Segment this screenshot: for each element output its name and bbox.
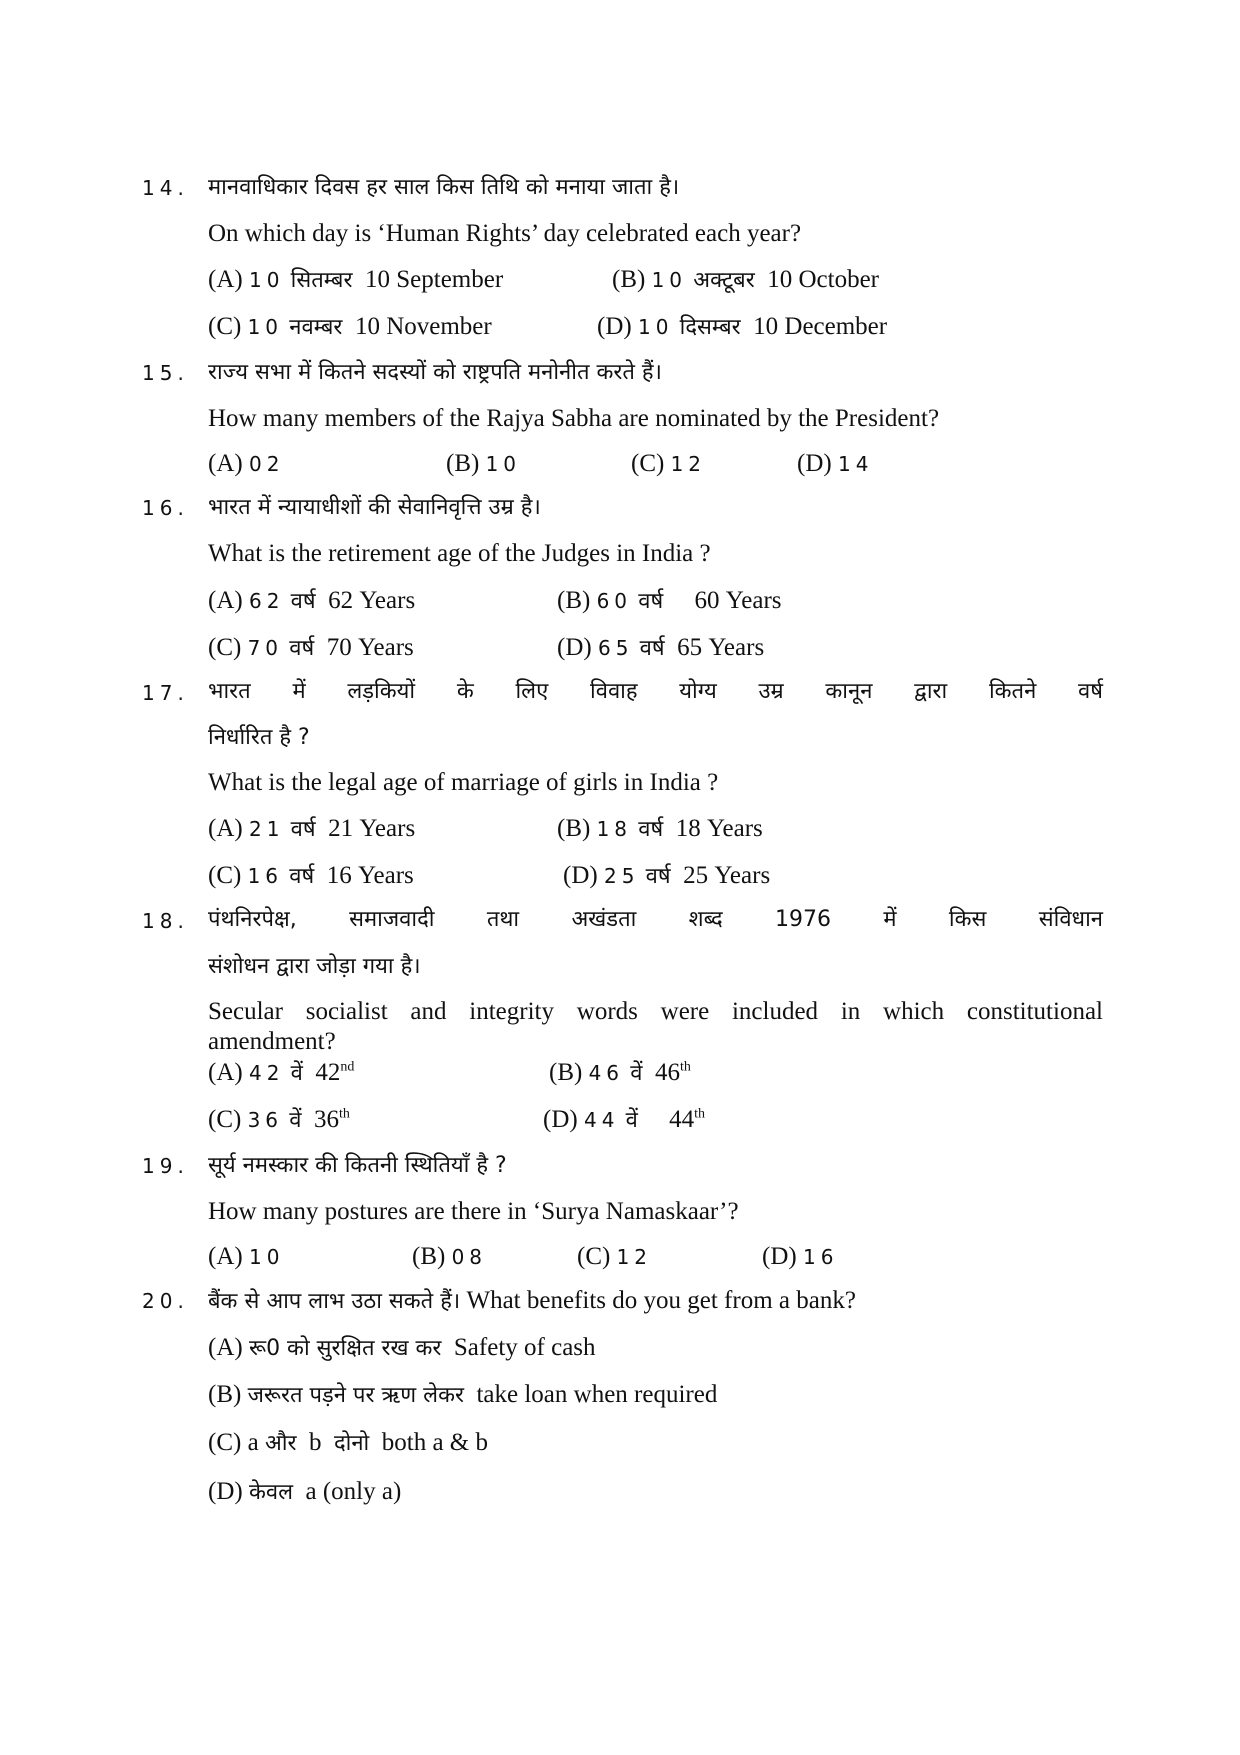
option-c: (C) 12 (631, 450, 707, 477)
option-c: (C) 12 (577, 1243, 653, 1270)
option-d: (D) केवल a (only a) (208, 1478, 402, 1505)
option-b: (B) जरूरत पड़ने पर ऋण लेकर take loan when required (208, 1381, 718, 1408)
question-number: 16. (142, 496, 189, 520)
option-d: (D) 25 वर्ष 25 Years (563, 862, 771, 889)
option-a: (A) 02 (208, 450, 285, 477)
option-c: (C) 10 नवम्बर 10 November (208, 313, 492, 340)
question-number: 17. (142, 681, 189, 705)
option-a: (A) रू0 को सुरक्षित रख कर Safety of cash (208, 1334, 596, 1361)
question-text-english: How many postures are there in ‘Surya Namaskaar’? (208, 1198, 739, 1225)
question-text-hindi: सूर्य नमस्कार की कितनी स्थितियाँ है ? (208, 1153, 507, 1178)
option-c: (C) 16 वर्ष 16 Years (208, 862, 414, 889)
option-a: (A) 10 (208, 1243, 285, 1270)
question-text-hindi: बैंक से आप लाभ उठा सकते हैं। (208, 1289, 461, 1314)
option-b: (B) 18 वर्ष 18 Years (557, 815, 763, 842)
question-number: 14. (142, 176, 189, 200)
option-a: (A) 21 वर्ष 21 Years (208, 815, 416, 842)
option-b: (B) 10 अक्टूबर 10 October (612, 266, 880, 293)
question-number: 18. (142, 909, 189, 933)
option-c: (C) a और b दोनो both a & b (208, 1429, 488, 1456)
question-number: 20. (142, 1289, 189, 1313)
question-text-hindi: पंथनिरपेक्ष, समाजवादी तथा अखंडता शब्द 1976 में किस संविधान (208, 907, 1103, 932)
question-text-hindi-continued: संशोधन द्वारा जोड़ा गया है। (208, 954, 421, 979)
option-c: (C) 36 वें 36th (208, 1106, 350, 1133)
question-text-english: On which day is ‘Human Rights’ day celebrated each year? (208, 220, 802, 247)
option-a: (A) 62 वर्ष 62 Years (208, 587, 416, 614)
question-number: 15. (142, 361, 189, 385)
question-text-english: What is the retirement age of the Judges in India ? (208, 540, 711, 567)
question-number: 19. (142, 1154, 189, 1178)
option-a: (A) 42 वें 42nd (208, 1059, 355, 1086)
option-d: (D) 44 वें 44th (543, 1106, 706, 1133)
question-text-english: Secular socialist and integrity words were included in which constitutional (208, 998, 1103, 1025)
question-text (208, 1285, 856, 1318)
option-d: (D) 65 वर्ष 65 Years (557, 634, 765, 661)
question-text-english: What is the legal age of marriage of girls in India ? (208, 769, 719, 796)
question-text-english: What benefits do you get from a bank? (466, 1287, 856, 1314)
option-b: (B) 46 वें 46th (549, 1059, 691, 1086)
option-c: (C) 70 वर्ष 70 Years (208, 634, 414, 661)
question-text-hindi: भारत में न्यायाधीशों की सेवानिवृत्ति उम्र है। (208, 495, 541, 520)
option-b: (B) 60 वर्ष 60 Years (557, 587, 782, 614)
question-text-hindi-continued: निर्धारित है ? (208, 725, 310, 750)
option-b: (B) 10 (446, 450, 522, 477)
option-d: (D) 16 (762, 1243, 839, 1270)
option-a: (A) 10 सितम्बर 10 September (208, 266, 504, 293)
question-text-hindi: राज्य सभा में कितने सदस्यों को राष्ट्रपति मनोनीत करते हैं। (208, 360, 662, 385)
question-text-hindi: मानवाधिकार दिवस हर साल किस तिथि को मनाया जाता है। (208, 175, 680, 200)
question-text-english-continued: amendment? (208, 1028, 336, 1055)
option-d: (D) 14 (797, 450, 874, 477)
question-text-hindi: भारत में लड़कियों के लिए विवाह योग्य उम्र कानून द्वारा कितने वर्ष (208, 679, 1103, 704)
option-b: (B) 08 (412, 1243, 488, 1270)
option-d: (D) 10 दिसम्बर 10 December (597, 313, 888, 340)
question-text-english: How many members of the Rajya Sabha are nominated by the President? (208, 405, 940, 432)
